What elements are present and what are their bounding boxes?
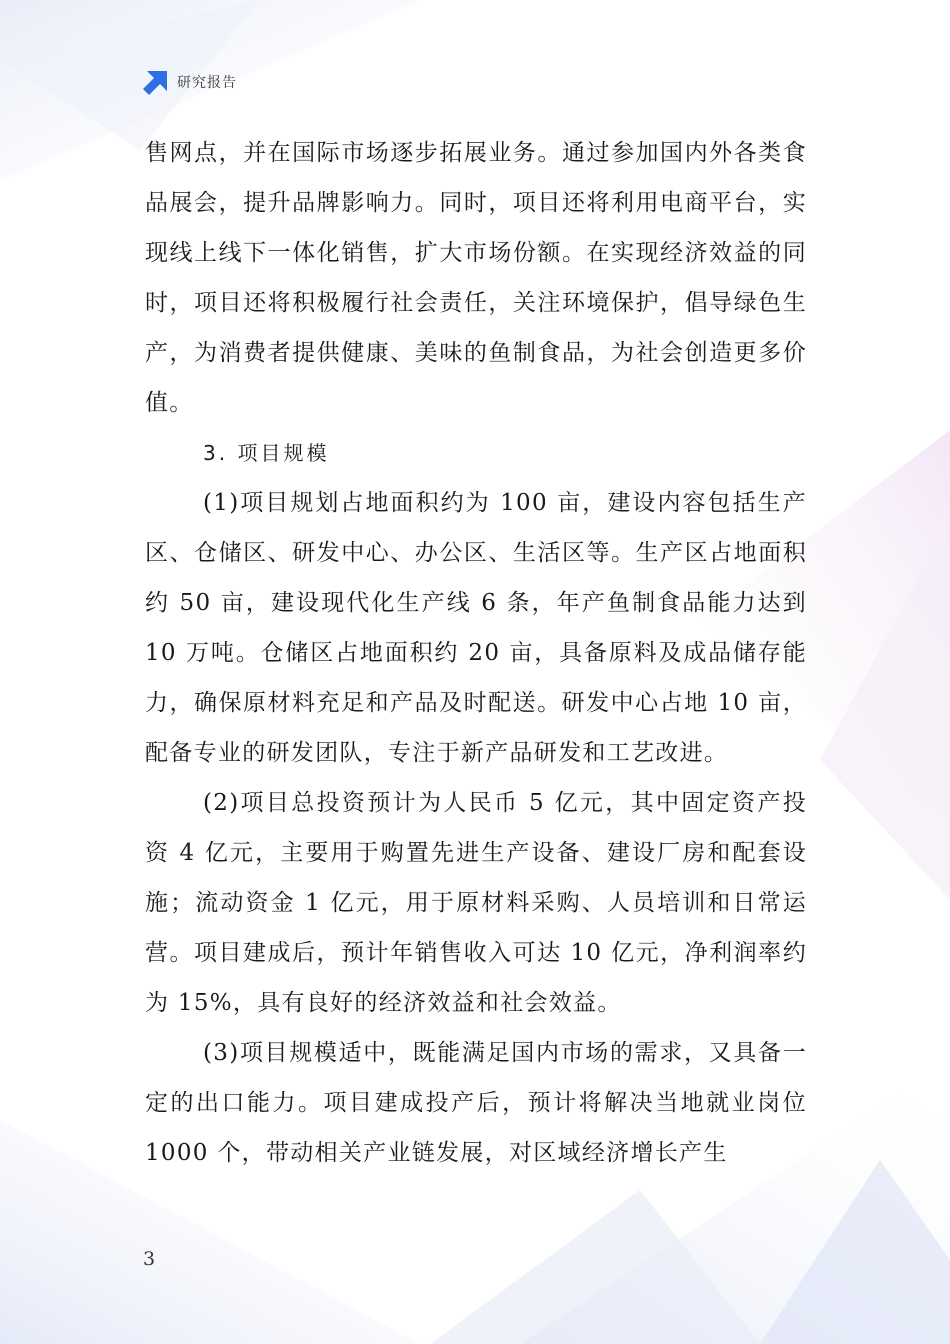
paragraph-continued: 售网点，并在国际市场逐步拓展业务。通过参加国内外各类食品展会，提升品牌影响力。同时，项目还将利用电商平台，实现线上线下一体化销售，扩大市场份额。在实现经济效益的同时，项目还将积极履行社会责任，关注环境保护，倡导绿色生产，为消费者提供健康、美味的鱼制食品，为社会创造更多价值。 bbox=[145, 140, 807, 416]
header-title: 研究报告 bbox=[177, 75, 237, 91]
document-body bbox=[145, 128, 807, 1178]
section-heading: 3. 项目规模 bbox=[203, 441, 330, 465]
paragraph-3: (3)项目规模适中，既能满足国内市场的需求，又具备一定的出口能力。项目建成投产后，预计将解决当地就业岗位 1000 个，带动相关产业链发展，对区域经济增长产生 bbox=[145, 1040, 807, 1166]
paragraph-2: (2)项目总投资预计为人民币 5 亿元，其中固定资产投资 4 亿元，主要用于购置先进生产设备、建设厂房和配套设施；流动资金 1 亿元，用于原材料采购、人员培训和日常运营。项目建成后，预计年销售收入可达 10 亿元，净利润率约为 15%，具有良好的经济效益和社会效益。 bbox=[145, 790, 807, 1016]
paragraph-1: (1)项目规划占地面积约为 100 亩，建设内容包括生产区、仓储区、研发中心、办公区、生活区等。生产区占地面积约 50 亩，建设现代化生产线 6 条，年产鱼制食品能力达到 10 万吨。仓储区占地面积约 20 亩，具备原料及成品储存能力，确保原材料充足和产品及时配送。研发中心占地 10 亩，配备专业的研发团队，专注于新产品研发和工艺改进。 bbox=[145, 490, 807, 766]
arrow-up-right-icon bbox=[143, 69, 169, 95]
report-header bbox=[143, 68, 237, 96]
page-number: 3 bbox=[143, 1248, 156, 1270]
